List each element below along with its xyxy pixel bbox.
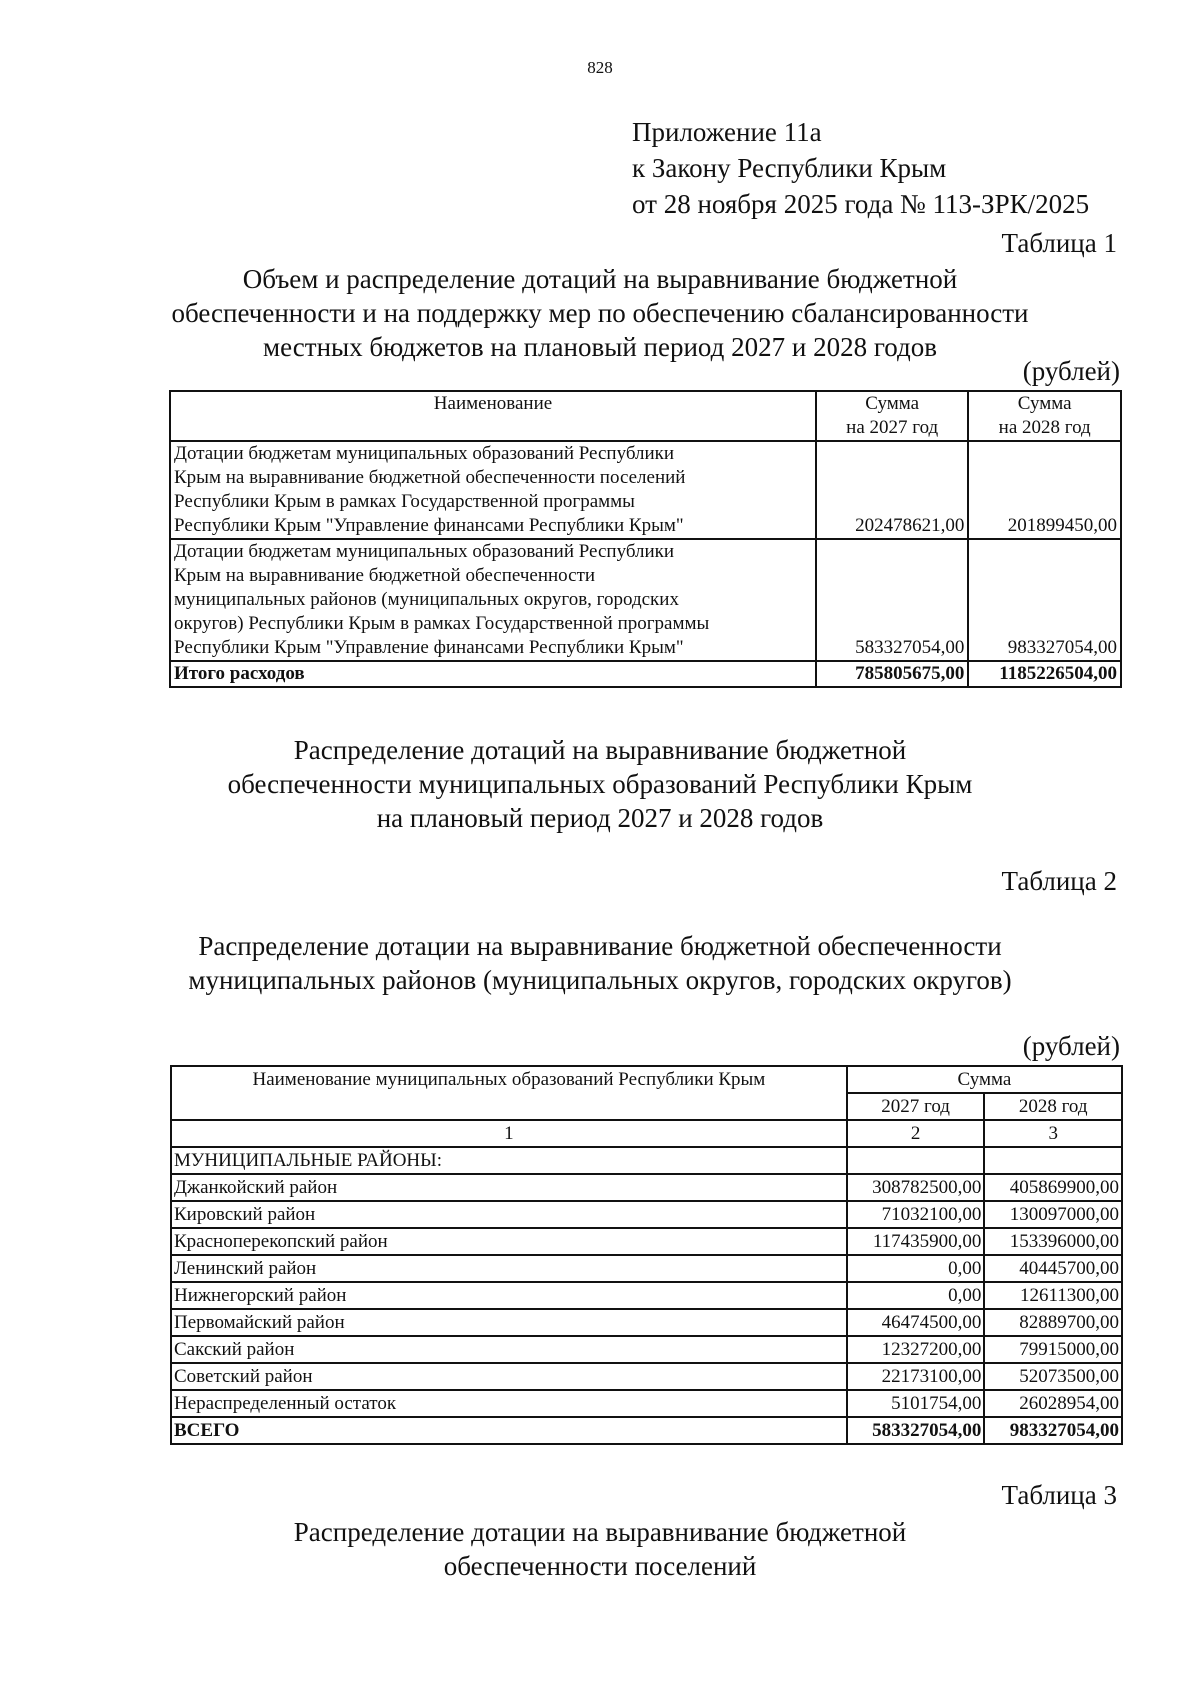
header-sum-2028 bbox=[968, 391, 1121, 441]
colnum-3: 3 bbox=[984, 1120, 1122, 1147]
table1-unit: (рублей) bbox=[1022, 356, 1120, 386]
table-row bbox=[171, 1282, 1122, 1309]
header-year-2027: 2027 год bbox=[847, 1093, 985, 1120]
table2-header-row bbox=[171, 1093, 1122, 1120]
table1-title-line: местных бюджетов на плановый период 2027 и 2028 годов bbox=[263, 332, 937, 362]
section-heading bbox=[0, 733, 1200, 835]
row-value-2027: 46474500,00 bbox=[847, 1309, 985, 1336]
row-name bbox=[170, 441, 816, 539]
header-sum-2027-l2: на 2027 год bbox=[846, 417, 939, 438]
table2-total-row bbox=[171, 1417, 1122, 1444]
table1-label: Таблица 1 bbox=[1001, 228, 1117, 258]
row-name-line: Крым на выравнивание бюджетной обеспеченности bbox=[174, 565, 596, 586]
table-row bbox=[171, 1201, 1122, 1228]
row-name: Нижнегорский район bbox=[171, 1282, 847, 1309]
annex-line-3: от 28 ноября 2025 года № 113-ЗРК/2025 bbox=[632, 189, 1090, 219]
row-name-line: Дотации бюджетам муниципальных образований Республики bbox=[174, 443, 675, 464]
total-value-2028: 983327054,00 bbox=[984, 1417, 1122, 1444]
table2-colnum-row bbox=[171, 1120, 1122, 1147]
table2 bbox=[170, 1065, 1123, 1445]
page-number: 828 bbox=[587, 58, 613, 77]
table-row bbox=[171, 1228, 1122, 1255]
table2-title-line: Распределение дотации на выравнивание бюджетной обеспеченности bbox=[198, 931, 1002, 961]
row-value-2028: 983327054,00 bbox=[968, 539, 1121, 661]
row-value-2027: 12327200,00 bbox=[847, 1336, 985, 1363]
annex-line-1: Приложение 11а bbox=[632, 117, 822, 147]
section-heading-line: на плановый период 2027 и 2028 годов bbox=[376, 803, 824, 833]
row-name-line: Дотации бюджетам муниципальных образований Республики bbox=[174, 541, 675, 562]
header-name: Наименование bbox=[170, 391, 816, 441]
row-name-line: Республики Крым "Управление финансами Республики Крым" bbox=[174, 515, 684, 536]
row-value-2028: 405869900,00 bbox=[984, 1174, 1122, 1201]
header-sum-2027 bbox=[816, 391, 968, 441]
table1-header-row bbox=[170, 391, 1121, 441]
header-sum-2028-l2: на 2028 год bbox=[998, 417, 1091, 438]
row-name: Нераспределенный остаток bbox=[171, 1390, 847, 1417]
table2-header-row bbox=[171, 1066, 1122, 1093]
row-value-2027: 308782500,00 bbox=[847, 1174, 985, 1201]
row-name-line: округов) Республики Крым в рамках Государственной программы bbox=[174, 613, 710, 634]
table-row bbox=[170, 539, 1121, 661]
total-value-2028: 1185226504,00 bbox=[968, 661, 1121, 687]
table3-title-line: обеспеченности поселений bbox=[443, 1551, 757, 1581]
row-name: Ленинский район bbox=[171, 1255, 847, 1282]
header-sum: Сумма bbox=[847, 1066, 1122, 1093]
header-sum-2027-l1: Сумма bbox=[865, 393, 920, 414]
row-name: Советский район bbox=[171, 1363, 847, 1390]
header-sum-2028-l1: Сумма bbox=[1017, 393, 1072, 414]
table1-title-line: Объем и распределение дотаций на выравнивание бюджетной bbox=[242, 264, 958, 294]
table2-unit: (рублей) bbox=[1022, 1031, 1120, 1061]
row-name: Первомайский район bbox=[171, 1309, 847, 1336]
row-value-2027: 202478621,00 bbox=[816, 441, 968, 539]
row-value-2027: 5101754,00 bbox=[847, 1390, 985, 1417]
annex-header bbox=[632, 114, 1089, 222]
total-name: ВСЕГО bbox=[171, 1417, 847, 1444]
table2-title bbox=[0, 929, 1200, 997]
group-empty bbox=[847, 1147, 985, 1174]
table3-label: Таблица 3 bbox=[1001, 1480, 1117, 1510]
table1 bbox=[169, 390, 1122, 688]
section-heading-line: обеспеченности муниципальных образований Республики Крым bbox=[227, 769, 973, 799]
row-name-line: Республики Крым "Управление финансами Республики Крым" bbox=[174, 637, 684, 658]
row-name: Джанкойский район bbox=[171, 1174, 847, 1201]
group-name: МУНИЦИПАЛЬНЫЕ РАЙОНЫ: bbox=[171, 1147, 847, 1174]
total-name: Итого расходов bbox=[170, 661, 816, 687]
row-name-line: Крым на выравнивание бюджетной обеспеченности поселений bbox=[174, 467, 686, 488]
row-value-2028: 130097000,00 bbox=[984, 1201, 1122, 1228]
table1-title-line: обеспеченности и на поддержку мер по обеспечению сбалансированности bbox=[171, 298, 1029, 328]
row-name: Кировский район bbox=[171, 1201, 847, 1228]
annex-line-2: к Закону Республики Крым bbox=[632, 153, 947, 183]
header-year-2028: 2028 год bbox=[984, 1093, 1122, 1120]
group-empty bbox=[984, 1147, 1122, 1174]
row-name-line: Республики Крым в рамках Государственной программы bbox=[174, 491, 635, 512]
table1-title bbox=[0, 262, 1200, 364]
row-value-2027: 583327054,00 bbox=[816, 539, 968, 661]
table1-total-row bbox=[170, 661, 1121, 687]
total-value-2027: 583327054,00 bbox=[847, 1417, 985, 1444]
row-name bbox=[170, 539, 816, 661]
row-value-2027: 22173100,00 bbox=[847, 1363, 985, 1390]
header-name-cont bbox=[171, 1093, 847, 1120]
table-row bbox=[171, 1390, 1122, 1417]
row-value-2028: 82889700,00 bbox=[984, 1309, 1122, 1336]
header-name: Наименование муниципальных образований Республики Крым bbox=[171, 1066, 847, 1093]
row-value-2027: 0,00 bbox=[847, 1255, 985, 1282]
colnum-2: 2 bbox=[847, 1120, 985, 1147]
row-value-2027: 71032100,00 bbox=[847, 1201, 985, 1228]
row-value-2027: 117435900,00 bbox=[847, 1228, 985, 1255]
row-value-2028: 79915000,00 bbox=[984, 1336, 1122, 1363]
table2-label: Таблица 2 bbox=[1001, 866, 1117, 896]
total-value-2027: 785805675,00 bbox=[816, 661, 968, 687]
row-value-2028: 26028954,00 bbox=[984, 1390, 1122, 1417]
row-name: Красноперекопский район bbox=[171, 1228, 847, 1255]
section-heading-line: Распределение дотаций на выравнивание бюджетной bbox=[293, 735, 907, 765]
table-row bbox=[171, 1309, 1122, 1336]
row-value-2028: 40445700,00 bbox=[984, 1255, 1122, 1282]
row-value-2028: 153396000,00 bbox=[984, 1228, 1122, 1255]
table-row bbox=[171, 1336, 1122, 1363]
row-name-line: муниципальных районов (муниципальных округов, городских bbox=[174, 589, 679, 610]
row-value-2028: 201899450,00 bbox=[968, 441, 1121, 539]
table-row bbox=[171, 1363, 1122, 1390]
row-value-2028: 52073500,00 bbox=[984, 1363, 1122, 1390]
table2-group-row bbox=[171, 1147, 1122, 1174]
table3-title bbox=[0, 1515, 1200, 1583]
table-row bbox=[171, 1174, 1122, 1201]
colnum-1: 1 bbox=[171, 1120, 847, 1147]
row-value-2027: 0,00 bbox=[847, 1282, 985, 1309]
table-row bbox=[171, 1255, 1122, 1282]
row-value-2028: 12611300,00 bbox=[984, 1282, 1122, 1309]
table3-title-line: Распределение дотации на выравнивание бюджетной bbox=[293, 1517, 907, 1547]
row-name: Сакский район bbox=[171, 1336, 847, 1363]
table-row bbox=[170, 441, 1121, 539]
table2-title-line: муниципальных районов (муниципальных округов, городских округов) bbox=[188, 965, 1012, 995]
